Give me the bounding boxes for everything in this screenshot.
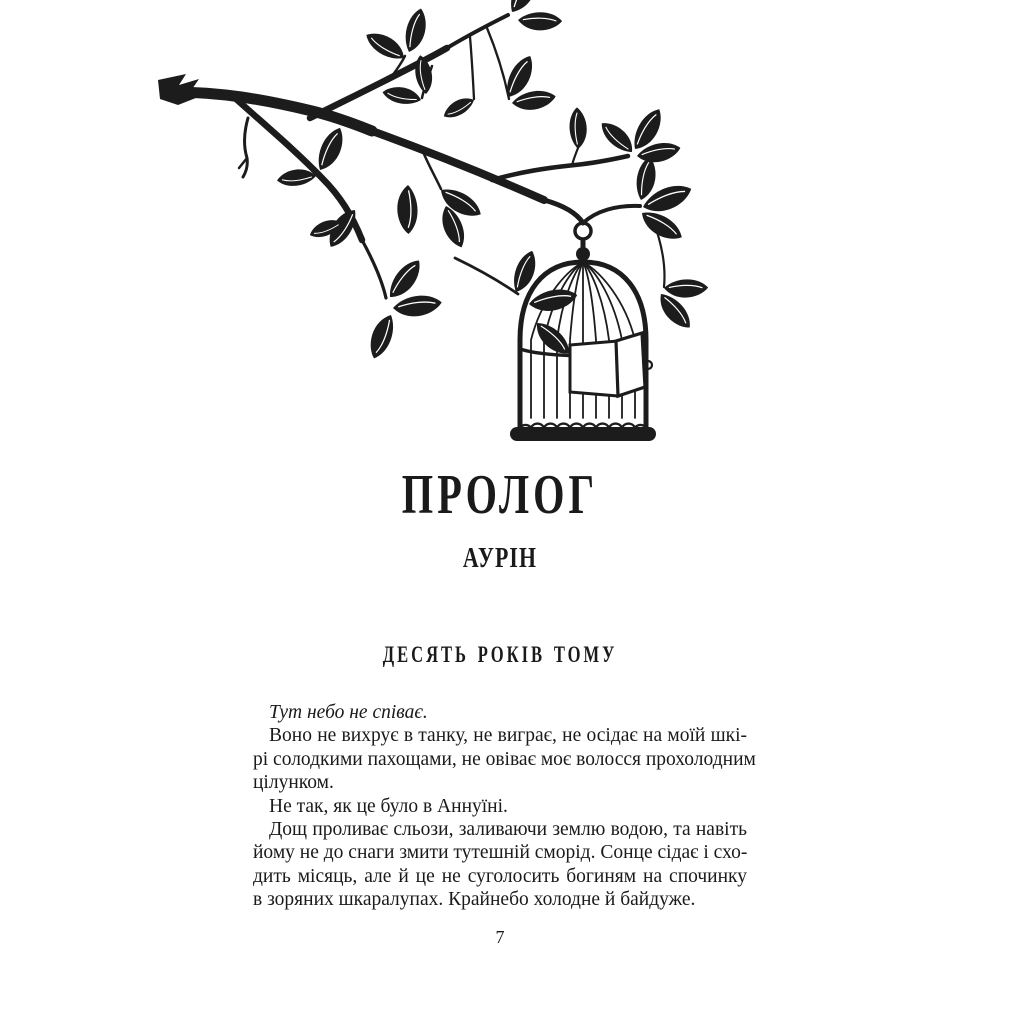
branch-and-birdcage-illustration: [0, 0, 1024, 460]
cage-finial: [576, 247, 590, 261]
body-text: [253, 701, 756, 912]
page-number: 7: [495, 927, 505, 947]
paragraph: [253, 818, 747, 912]
text-line: Воно не вихрує в танку, не виграє, не осідає на моїй шкі-: [269, 725, 747, 747]
paragraph: [253, 795, 747, 818]
page-title: ПРОЛОГ: [401, 464, 599, 526]
paragraph: [253, 701, 747, 724]
chapter-heading: АУРІН: [462, 543, 538, 574]
text-line: дить місяць, але й це не суголосить богиням на спочинку: [253, 865, 747, 887]
text-line: рі солодкими пахощами, не овіває моє волосся прохолодним: [253, 748, 756, 770]
text-line: в зоряних шкаралупах. Крайнебо холодне й байдуже.: [253, 889, 696, 911]
text-line: Тут небо не співає.: [269, 702, 428, 723]
text-line: йому не до снаги змити тутешній сморід. Сонце сідає і схо-: [253, 842, 748, 864]
cage-door: [616, 333, 645, 396]
text-line: Дощ проливає сльози, заливаючи землю водою, та навіть: [269, 819, 747, 841]
section-heading: ДЕСЯТЬ РОКІВ ТОМУ: [382, 642, 618, 667]
cage-base: [510, 427, 656, 441]
text-line: Не так, як це було в Аннуїні.: [269, 795, 508, 817]
text-line: цілунком.: [253, 772, 334, 794]
paragraph: [253, 724, 756, 794]
cage-door-opening: [570, 341, 618, 396]
